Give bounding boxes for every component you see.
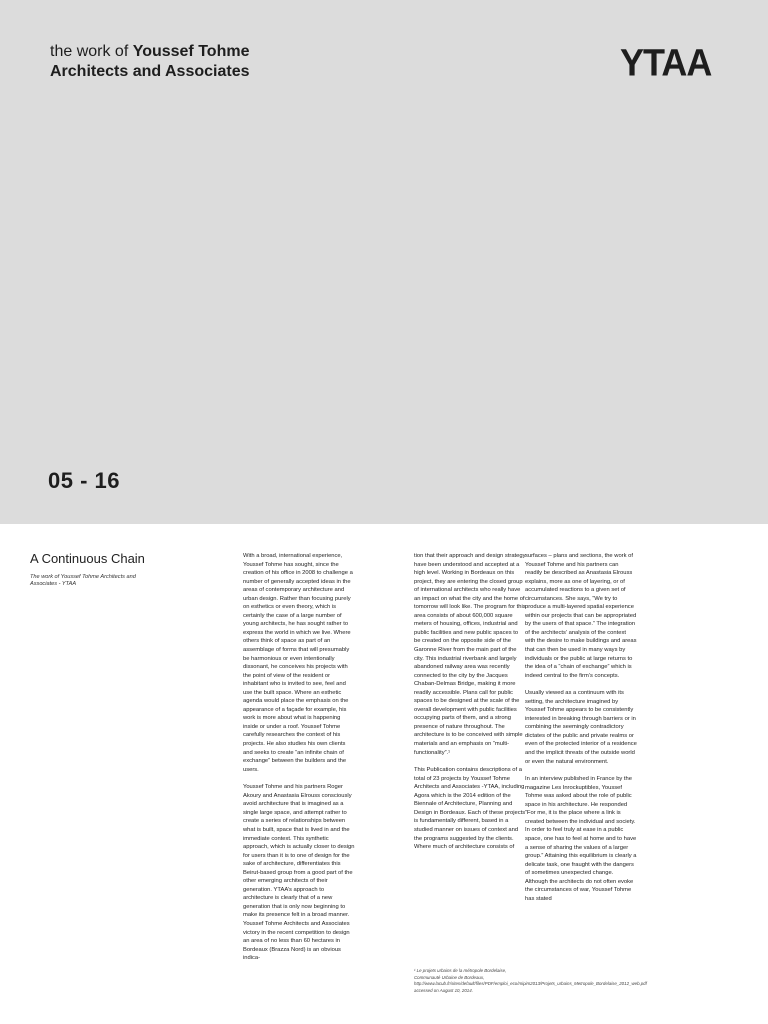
cover-title-prefix: the work of xyxy=(50,43,133,60)
ytaa-logo: YTAA xyxy=(620,40,712,84)
paragraph: surfaces – plans and sections, the work of Youssef Tohme and his partners can readily be described as Anastasia Elrouss explains, more as one of layering, or of accumulated reactions to a given set of circumstances. She says, “We try to produce a multi-layered spatial experience within our projects that can be appropriated by the users of that space.” The integration of the architects’ analysis of the context with the desire to make buildings and areas that can then be used in many ways by individuals or the public at large returns to the idea of a “chain of exchange” which is indeed central to the firm’s concepts. xyxy=(525,553,637,679)
cover-title-name: Youssef Tohme xyxy=(132,43,250,60)
text-column-2 xyxy=(414,552,526,861)
cover-title xyxy=(50,42,249,82)
text-column-1 xyxy=(243,552,355,972)
article-title: A Continuous Chain xyxy=(30,551,145,566)
paragraph: Youssef Tohme and his partners Roger Akoury and Anastasia Elrouss consciously avoid architecture that is imagined as a single large space, and attempt rather to create a series of relationships between what is built, space that is lived in and the immediate context. This synthetic approach, which is actually closer to design for users than it is to one of design for the sake of architecture, differentiates this Beirut-based group from a good part of the other emerging architects of their generation. YTAA’s approach to architecture is clearly that of a new generation that is only now beginning to make its presence felt in a broad manner. Youssef Tohme Architects and Associates victory in the recent competition to design an area of no less than 60 hectares in Bordeaux (Brazza Nord) is an obvious indica- xyxy=(243,784,355,962)
paragraph: This Publication contains descriptions of a total of 23 projects by Youssef Tohme Architects and Associates -YTAA, including Agora which is the 2014 edition of the Biennale of Architecture, Planning and Design in Bordeaux. Each of these projects is fundamentally different, based in a studied manner on issues of context and the programs suggested by the clients. Where much of architecture consists of xyxy=(414,767,526,851)
paragraph: In an interview published in France by the magazine Les Inrockuptibles, Youssef Tohme was asked about the role of public space in his architecture. He responded “For me, it is the place where a link is created between the individual and society. In order to feel truly at ease in a public space, one has to feel at home and to have a sense of sharing the values of a larger group.” Attaining this equilibrium is clearly a delicate task, one fraught with the dangers of sometimes unexpected change. Although the architects do not often evoke the circumstances of war, Youssef Tohme has stated xyxy=(525,776,637,902)
footnote: ¹ Le projets urbains de la métropole Bordelaise, Communauté Urbaine de Bordeaux, http://www.lacub.fr/sites/default/files/PDF/emploi_eco/mipim2013/Projets_urbains_Metropole_Bordelaise_2012_web.pdf accessed on August 10, 2014. xyxy=(414,968,647,993)
cover-title-firm: Architects and Associates xyxy=(50,63,250,80)
paragraph: Usually viewed as a continuum with its setting, the architecture imagined by Youssef Tohme appears to be consistently interested in breaking through barriers or in combining the seemingly contradictory dictates of the public and private realms or even of the protected interior of a residence and the implicit threats of the outside world or even the natural environment. xyxy=(525,690,637,765)
paragraph: tion that their approach and design strategy have been understood and accepted at a high level. Working in Bordeaux on this project, they are entering the closed group of international architects who really have an impact on what the city and the home of tomorrow will look like. The program for this area consists of about 600,000 square meters of housing, offices, industrial and public facilities and new public spaces to be created on the opposite side of the Garonne River from the main part of the city. This industrial riverbank and largely abandoned railway area was recently connected to the city by the Jacques Chaban-Delmas Bridge, making it more readily accessible. Plans call for public spaces to be designed at the scale of the overall development with public facilities occupying parts of them, and a strong presence of nature throughout. The architecture is to be conceived with simple materials and an emphasis on “multi-functionality”.¹ xyxy=(414,553,526,756)
issue-number: 05 - 16 xyxy=(48,468,120,493)
article-subtitle: The work of Youssef Tohme Architects and Associates - YTAA xyxy=(30,574,136,587)
paragraph: With a broad, international experience, Youssef Tohme has sought, since the creation of his office in 2008 to challenge a number of generally accepted ideas in the areas of contemporary architecture and urban design. Rather than focusing purely on esthetics or even theory, which is certainly the case of a large number of young architects, he has sought rather to express the world in which we live. Where others think of space as part of an assemblage of forms that will presumably be harmonious or even intentionally dissonant, he conceives his projects with the point of view of the resident or inhabitant who is invited to see, feel and use the built space. Where an esthetic agenda would place the emphasis on the appearance of a façade for example, his work is more about what is happening inside or under a roof. Youssef Tohme carefully researches the context of his projects. He also studies his own clients and seeks to create “an infinite chain of exchange” between the builders and the users. xyxy=(243,553,353,773)
text-column-3 xyxy=(525,552,637,912)
